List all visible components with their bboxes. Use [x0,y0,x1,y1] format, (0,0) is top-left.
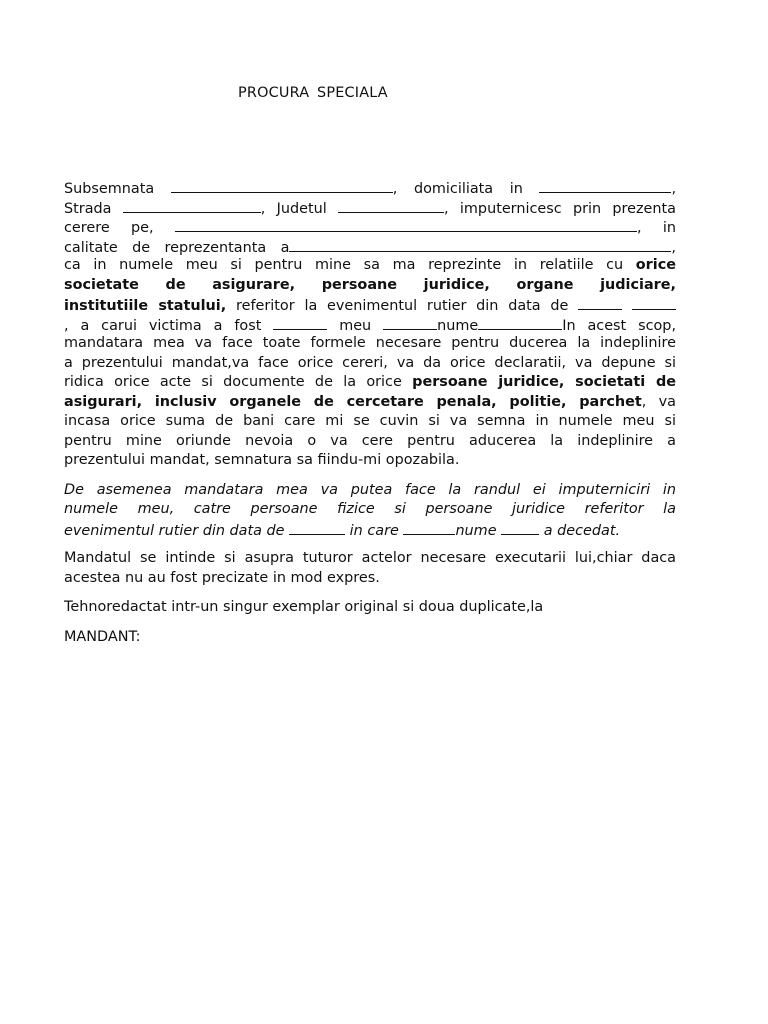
text-line: asigurari, inclusiv organele de cercetare penala, politie, parchet, va [64,393,676,410]
text-line: De asemenea mandatara mea va putea face la randul ei imputerniciri in [64,481,676,498]
blank-victim-name [478,315,562,330]
blank-address [539,178,671,193]
text-line: Subsemnata , domiciliata in , [64,178,676,198]
paragraph-scope [64,549,676,588]
text-line: prezentului mandat, semnatura sa fiindu-mi opozabila. [64,452,460,468]
blank-victim [273,315,327,330]
paragraph-subdelegation [64,481,676,540]
blank-relation [383,315,437,330]
paragraph-drafting [64,598,676,618]
blank-event-date [289,520,345,535]
signature-label: MANDANT: [64,628,141,645]
text-line: pentru mine oriunde nevoia o va cere pentru aducerea la indeplinire a [64,432,676,449]
text-line: ca in numele meu si pentru mine sa ma reprezinte in relatiile cu orice [64,257,677,273]
text-line: Mandatul se intinde si asupra tuturor actelor necesare executarii lui,chiar daca [64,550,676,566]
blank-date-extra [632,295,676,310]
blank-county [338,198,444,213]
blank-name [171,178,393,193]
blank-deceased-relation [403,520,455,535]
text-line: calitate de reprezentanta a , [64,237,676,257]
text-line: societate de asigurare, persoane juridice, organe judiciare, [64,276,676,293]
text-line: acestea nu au fost precizate in mod expres. [64,569,380,586]
document-title: PROCURA SPECIALA [238,85,388,101]
text-line: numele meu, catre persoane fizice si persoane juridice referitor la [64,501,676,517]
text-line: , a carui victima a fost meu nume In acest scop, [64,315,676,335]
text-line: ridica orice acte si documente de la orice persoane juridice, societati de [64,374,677,390]
blank-street [123,198,261,213]
text-line: Strada , Judetul , imputernicesc prin prezenta [64,198,676,218]
blank-date [578,295,622,310]
text-line: cerere pe, , in [64,217,676,237]
text-line: evenimentul rutier din data de in care nume a decedat. [64,520,676,540]
text-line: incasa orice suma de bani care mi se cuvin si va semna in numele meu si [64,413,676,429]
blank-represented [289,237,671,252]
text-line: mandatara mea va face toate formele necesare pentru ducerea la indeplinire [64,335,676,351]
blank-deceased-name [501,520,539,535]
text-line: institutiile statului, referitor la evenimentul rutier din data de [64,295,676,315]
text-line: a prezentului mandat,va face orice cereri, va da orice declaratii, va depune si [64,354,676,371]
blank-representative [175,217,637,232]
paragraph-mandate [64,178,676,471]
document-body [64,178,676,647]
text-line: Tehnoredactat intr-un singur exemplar original si doua duplicate,la [64,599,544,615]
